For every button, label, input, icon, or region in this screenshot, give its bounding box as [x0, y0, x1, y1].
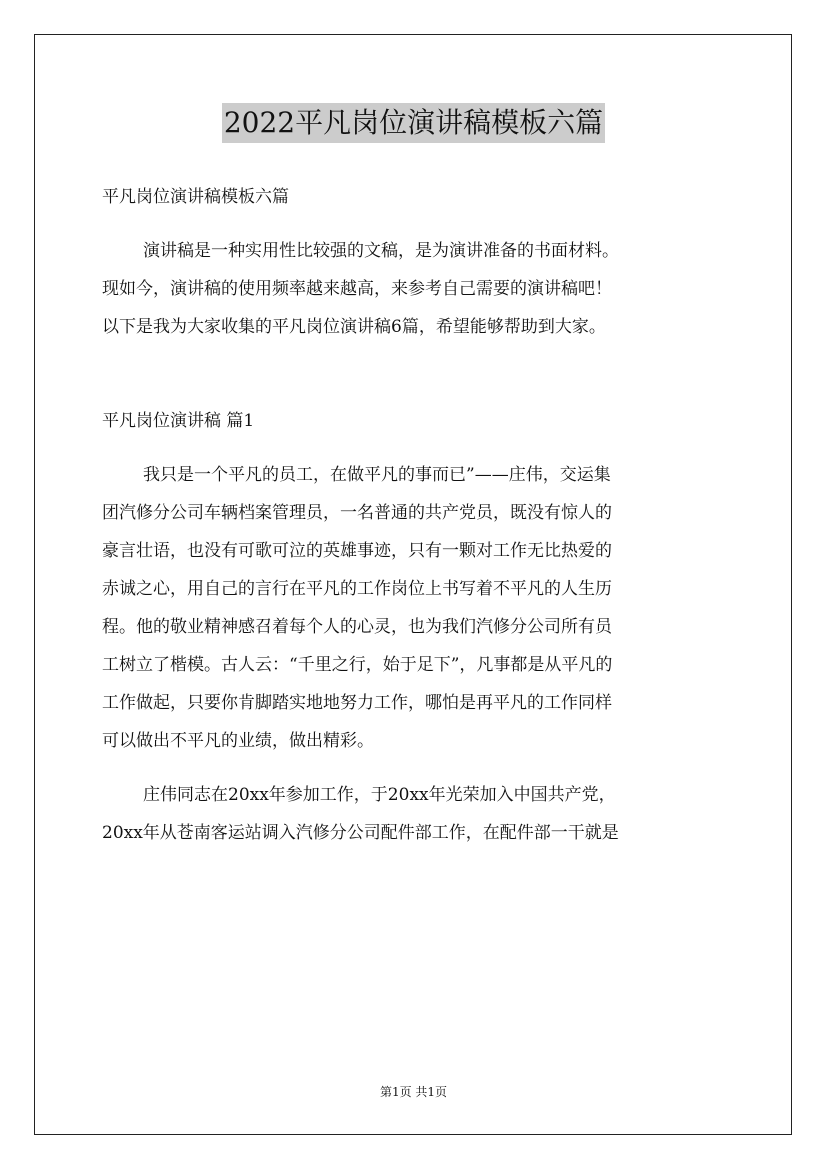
section-heading: 平凡岗位演讲稿 篇1 [102, 411, 255, 431]
paragraph-line: 20xx年从苍南客运站调入汽修分公司配件部工作，在配件部一干就是 [102, 823, 619, 843]
paragraph-line: 程。他的敬业精神感召着每个人的心灵，也为我们汽修分公司所有员 [102, 617, 612, 637]
page-footer: 第1页 共1页 [379, 1085, 448, 1099]
paragraph-line: 豪言壮语，也没有可歌可泣的英雄事迹，只有一颗对工作无比热爱的 [102, 541, 612, 561]
paragraph-line: 我只是一个平凡的员工，在做平凡的事而已”——庄伟，交运集 [143, 465, 611, 485]
paragraph-line: 庄伟同志在20xx年参加工作，于20xx年光荣加入中国共产党， [143, 785, 616, 805]
title-block [0, 103, 827, 143]
intro-line: 以下是我为大家收集的平凡岗位演讲稿6篇，希望能够帮助到大家。 [102, 317, 606, 337]
paragraph-line: 赤诚之心，用自己的言行在平凡的工作岗位上书写着不平凡的人生历 [102, 579, 612, 599]
document-title: 2022平凡岗位演讲稿模板六篇 [222, 103, 605, 143]
paragraph-line: 可以做出不平凡的业绩，做出精彩。 [102, 731, 374, 751]
paragraph-line: 工作做起，只要你肯脚踏实地地努力工作，哪怕是再平凡的工作同样 [102, 693, 612, 713]
document-subtitle: 平凡岗位演讲稿模板六篇 [102, 187, 289, 207]
document-body [102, 178, 728, 852]
paragraph-line: 工树立了楷模。古人云：“千里之行，始于足下”，凡事都是从平凡的 [102, 655, 613, 675]
intro-line: 现如今，演讲稿的使用频率越来越高，来参考自己需要的演讲稿吧！ [102, 279, 612, 299]
intro-line: 演讲稿是一种实用性比较强的文稿，是为演讲准备的书面材料。 [143, 241, 619, 261]
paragraph-line: 团汽修分公司车辆档案管理员，一名普通的共产党员，既没有惊人的 [102, 503, 612, 523]
